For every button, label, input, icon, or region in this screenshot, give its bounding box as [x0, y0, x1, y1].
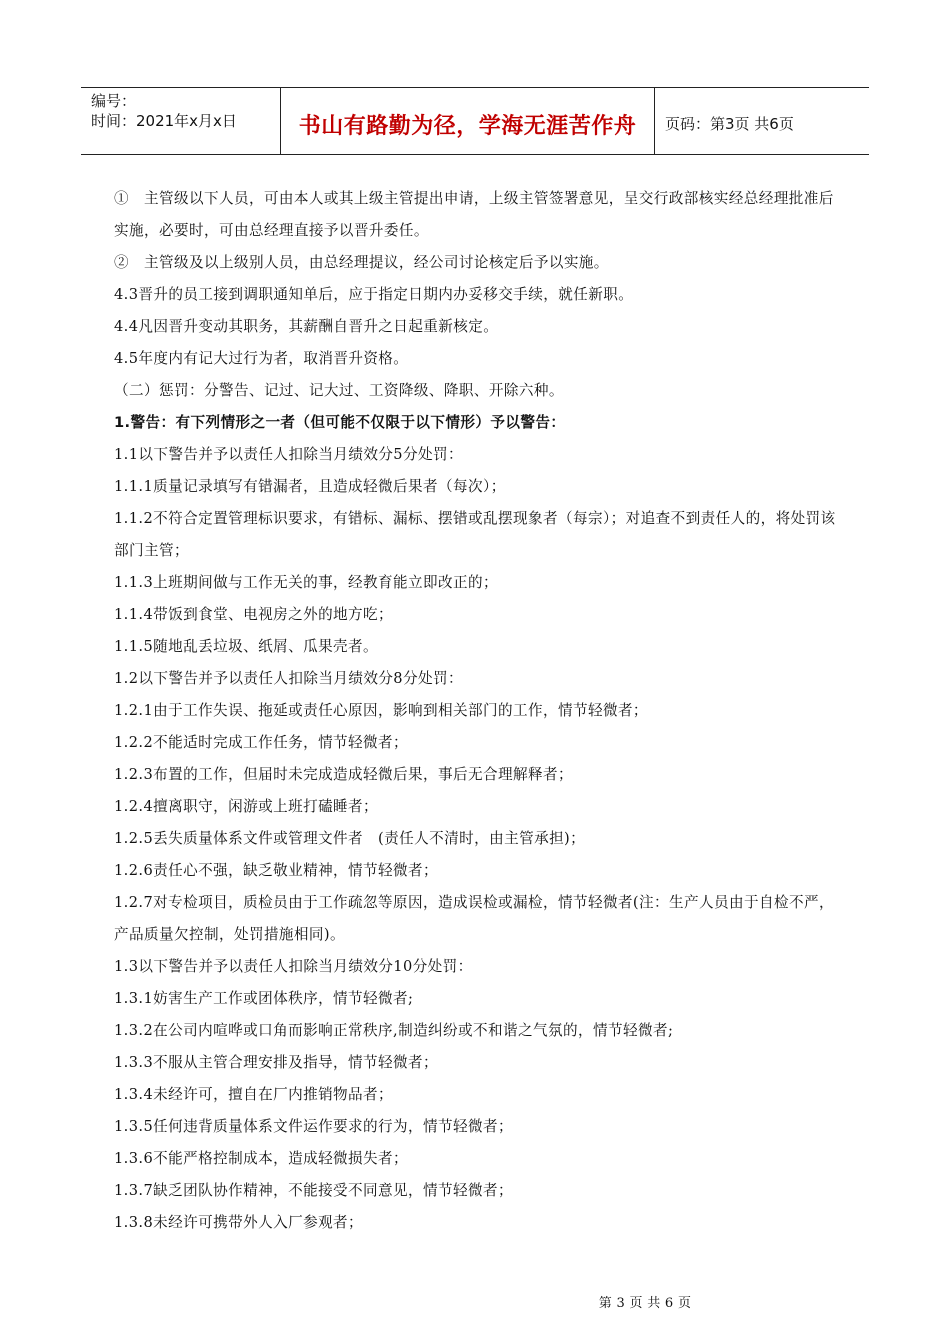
- header-page-cell: [655, 88, 869, 154]
- paragraph: 1.3.6不能严格控制成本，造成轻微损失者；: [114, 1150, 409, 1167]
- paragraph: 1.1以下警告并予以责任人扣除当月绩效分5分处罚：: [114, 446, 463, 463]
- paragraph: 1.3.5任何违背质量体系文件运作要求的行为，情节轻微者；: [114, 1118, 513, 1135]
- paragraph: 4.4凡因晋升变动其职务，其薪酬自晋升之日起重新核定。: [114, 318, 499, 335]
- paragraph: 1.2.6责任心不强，缺乏敬业精神，情节轻微者；: [114, 862, 439, 879]
- paragraph: 1.1.1质量记录填写有错漏者，且造成轻微后果者（每次）；: [114, 478, 506, 495]
- page-code: 页码：第3页 共6页: [665, 114, 794, 133]
- paragraph: 1.2.1由于工作失误、拖延或责任心原因，影响到相关部门的工作，情节轻微者；: [114, 702, 648, 719]
- time-label: 时间：2021年x月x日: [91, 112, 237, 130]
- motto-text: 书山有路勤为径，学海无涯苦作舟: [298, 113, 637, 139]
- paragraph: 4.3晋升的员工接到调职通知单后，应于指定日期内办妥移交手续，就任新职。: [114, 286, 634, 303]
- paragraph: 1.3.8未经许可携带外人入厂参观者；: [114, 1214, 364, 1231]
- paragraph: 1.2以下警告并予以责任人扣除当月绩效分8分处罚：: [114, 670, 463, 687]
- header-motto-cell: [281, 88, 655, 154]
- header-meta-cell: [81, 88, 281, 154]
- paragraph: 1.3以下警告并予以责任人扣除当月绩效分10分处罚：: [114, 958, 473, 975]
- paragraph: 1.2.7对专检项目，质检员由于工作疏忽等原因，造成误检或漏检，情节轻微者(注：生产人员由于自检不严，产品质量欠控制，处罚措施相同)。: [114, 894, 834, 943]
- paragraph: 1.1.3上班期间做与工作无关的事，经教育能立即改正的；: [114, 574, 498, 591]
- paragraph: ① 主管级以下人员，可由本人或其上级主管提出申请，上级主管签署意见，呈交行政部核实经总经理批准后实施，必要时，可由总经理直接予以晋升委任。: [114, 190, 834, 239]
- paragraph: 1.3.7缺乏团队协作精神，不能接受不同意见，情节轻微者；: [114, 1182, 513, 1199]
- paragraph: 1.2.4擅离职守，闲游或上班打磕睡者；: [114, 798, 379, 815]
- paragraph: 1.3.4未经许可，擅自在厂内推销物品者；: [114, 1086, 394, 1103]
- paragraph: 1.2.2不能适时完成工作任务，情节轻微者；: [114, 734, 409, 751]
- paragraph: 1.2.3布置的工作，但届时未完成造成轻微后果，事后无合理解释者；: [114, 766, 573, 783]
- number-label: 编号：: [91, 92, 137, 110]
- paragraph: 1.3.1妨害生产工作或团体秩序，情节轻微者;: [114, 990, 414, 1007]
- document-body: [114, 183, 838, 1239]
- paragraph: 4.5年度内有记大过行为者，取消晋升资格。: [114, 350, 409, 367]
- paragraph: ② 主管级及以上级别人员，由总经理提议，经公司讨论核定后予以实施。: [114, 254, 609, 271]
- section-heading: 1.警告：有下列情形之一者（但可能不仅限于以下情形）予以警告：: [114, 414, 566, 431]
- paragraph: 1.3.3不服从主管合理安排及指导，情节轻微者；: [114, 1054, 439, 1071]
- paragraph: 1.1.4带饭到食堂、电视房之外的地方吃；: [114, 606, 394, 623]
- paragraph: （二）惩罚：分警告、记过、记大过、工资降级、降职、开除六种。: [114, 382, 564, 399]
- document-header: [81, 87, 869, 155]
- paragraph: 1.2.5丢失质量体系文件或管理文件者 (责任人不清时，由主管承担)；: [114, 830, 586, 847]
- page-footer: 第 3 页 共 6 页: [598, 1296, 692, 1311]
- paragraph: 1.3.2在公司内喧哗或口角而影响正常秩序,制造纠纷或不和谐之气氛的，情节轻微者;: [114, 1022, 674, 1039]
- paragraph: 1.1.5随地乱丢垃圾、纸屑、瓜果壳者。: [114, 638, 379, 655]
- paragraph: 1.1.2不符合定置管理标识要求，有错标、漏标、摆错或乱摆现象者（每宗）；对追查不到责任人的，将处罚该部门主管；: [114, 510, 836, 559]
